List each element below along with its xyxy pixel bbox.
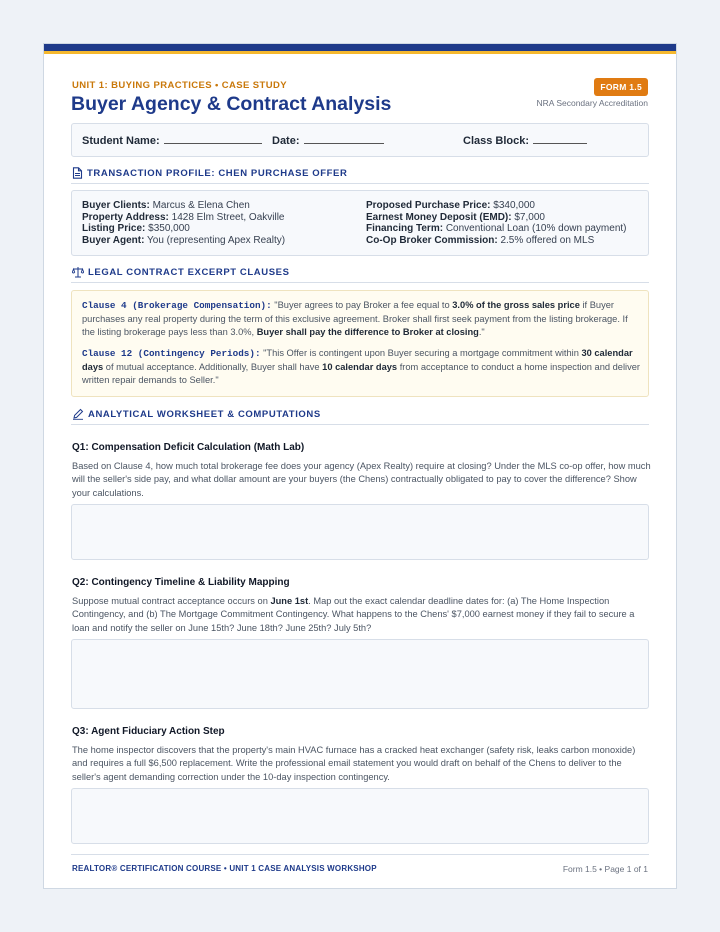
profile-left-column: [82, 200, 285, 247]
clauses-heading: [72, 266, 290, 278]
top-accent-bar: [44, 44, 676, 51]
profile-row: Earnest Money Deposit (EMD): $7,000: [366, 211, 545, 223]
top-accent-stripe: [44, 51, 676, 54]
worksheet-heading-text: ANALYTICAL WORKSHEET & COMPUTATIONS: [88, 408, 321, 420]
q1-answer-box[interactable]: [71, 504, 649, 560]
accreditation-label: NRA Secondary Accreditation: [536, 98, 648, 108]
q2-answer-box[interactable]: [71, 639, 649, 709]
profile-row: Financing Term: Conventional Loan (10% down payment): [366, 223, 627, 235]
profile-rule: [71, 183, 649, 184]
clause-4-tag: Clause 4 (Brokerage Compensation):: [82, 300, 272, 311]
worksheet-heading: [72, 408, 321, 420]
profile-heading: [72, 167, 347, 179]
class-block-line[interactable]: [533, 134, 587, 144]
footer-rule: [71, 854, 649, 855]
clauses-heading-text: LEGAL CONTRACT EXCERPT CLAUSES: [88, 266, 290, 278]
q3-title: Q3: Agent Fiduciary Action Step: [72, 726, 225, 737]
profile-row: Proposed Purchase Price: $340,000: [366, 200, 535, 211]
clause-12-tag: Clause 12 (Contingency Periods):: [82, 348, 261, 359]
clauses-rule: [71, 282, 649, 283]
document-icon: [72, 167, 83, 179]
clause-12: Clause 12 (Contingency Periods): "This Offer is contingent upon Buyer securing a mortgage commitment within 30 calendar days of mutual acceptance. Additionally, Buyer shall have 10 calendar days from acceptance to conduct a home inspection and deliver written repair demands to Seller.": [82, 348, 641, 385]
date-label: Date:: [272, 135, 300, 147]
profile-row: Listing Price: $350,000: [82, 223, 190, 235]
class-block-field[interactable]: [463, 134, 587, 147]
footer-course-label: REALTOR® CERTIFICATION COURSE • UNIT 1 CASE ANALYSIS WORKSHOP: [72, 864, 377, 873]
footer-page-label: Form 1.5 • Page 1 of 1: [562, 864, 648, 874]
student-name-line[interactable]: [164, 134, 262, 144]
date-field[interactable]: [272, 134, 384, 147]
unit-kicker: UNIT 1: BUYING PRACTICES • CASE STUDY: [72, 80, 288, 91]
profile-right-column: [366, 200, 627, 247]
profile-row: Co-Op Broker Commission: 2.5% offered on MLS: [366, 235, 595, 247]
student-info-box: [71, 123, 649, 157]
q3-text: The home inspector discovers that the property's main HVAC furnace has a cracked heat exchanger (safety risk, leaks carbon monoxide) and requires a full $6,500 replacement. Write the professional email statement you would draft on behalf of the Chens to deliver to the seller's agent demanding correction under the 10-day inspection contingency.: [72, 745, 636, 782]
class-block-label: Class Block:: [463, 135, 530, 147]
q3-answer-box[interactable]: [71, 788, 649, 844]
page-title: Buyer Agency & Contract Analysis: [71, 93, 392, 115]
clause-4: Clause 4 (Brokerage Compensation): "Buyer agrees to pay Broker a fee equal to 3.0% of the gross sales price if Buyer purchases any real property during the term of this exclusive agreement. Broker shall first seek payment from the listing brokerage. If the listing brokerage pays less than 3.0%, Buyer shall pay the difference to Broker at closing.": [82, 300, 628, 337]
worksheet-rule: [71, 424, 649, 425]
profile-heading-text: TRANSACTION PROFILE: CHEN PURCHASE OFFER: [87, 167, 348, 179]
profile-row: Buyer Clients: Marcus & Elena Chen: [82, 200, 250, 211]
q1-title: Q1: Compensation Deficit Calculation (Math Lab): [72, 442, 305, 453]
scales-icon: [72, 266, 84, 278]
clause-excerpt-box: [71, 290, 649, 397]
transaction-profile-box: [71, 190, 649, 256]
date-line[interactable]: [304, 134, 384, 144]
student-name-field[interactable]: [82, 134, 262, 147]
q2-title: Q2: Contingency Timeline & Liability Mapping: [72, 577, 290, 588]
worksheet-page: [43, 43, 677, 889]
pencil-icon: [72, 408, 84, 420]
student-name-label: Student Name:: [82, 135, 160, 147]
profile-row: Property Address: 1428 Elm Street, Oakville: [82, 211, 285, 223]
form-badge: FORM 1.5: [594, 78, 648, 96]
profile-row: Buyer Agent: You (representing Apex Realty): [82, 235, 286, 247]
q2-text: Suppose mutual contract acceptance occurs on June 1st. Map out the exact calendar deadline dates for: (a) The Home Inspection Contingency, and (b) The Mortgage Commitment Contingency. What happens to the Chens' $7,000 earnest money if they fail to secure a loan and notify the seller on June 15th? June 18th? June 25th? July 5th?: [72, 596, 635, 633]
q1-text: Based on Clause 4, how much total brokerage fee does your agency (Apex Realty) require at closing? Under the MLS co-op offer, how much will the seller's side pay, and what dollar amount are your buyers (the Chens) contractually obligated to pay to cover the difference? Show your calculations.: [72, 461, 651, 498]
